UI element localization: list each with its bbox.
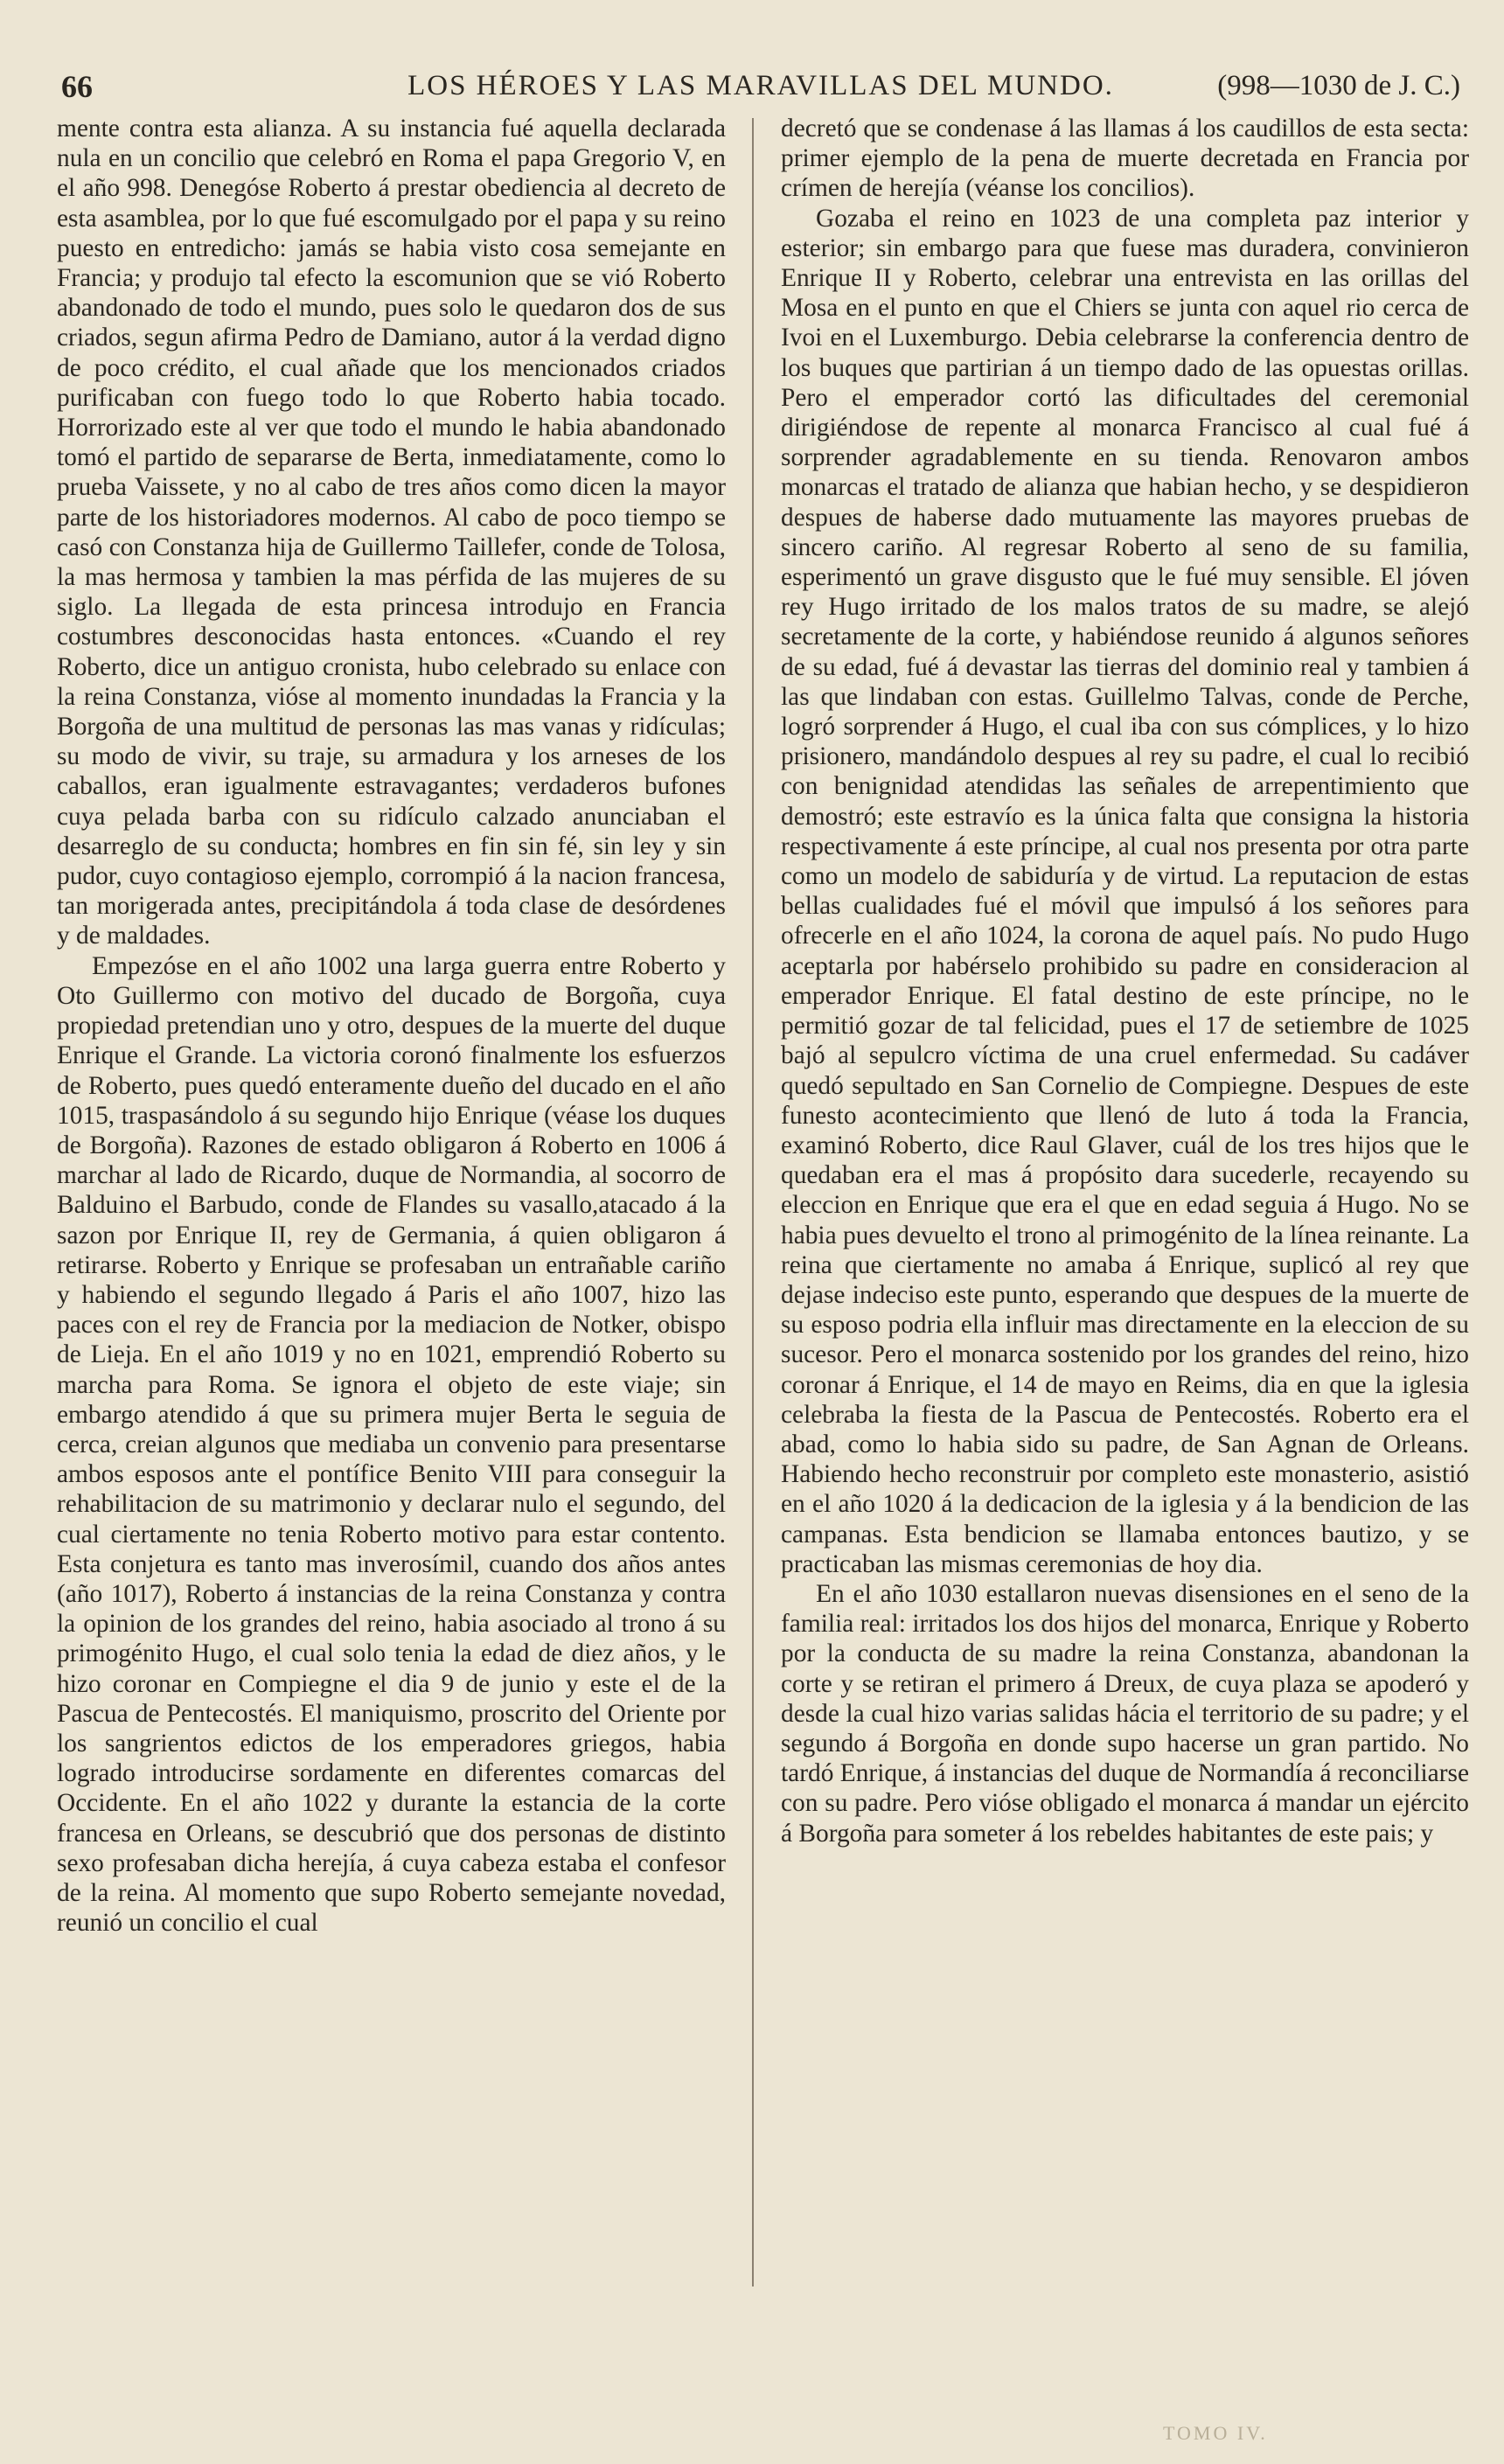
paragraph: decretó que se condenase á las llamas á los caudillos de esta secta: primer ejemplo de la pena de muerte decretada en Francia por crímen de herejía (véanse los concilios). [781,115,1469,203]
right-column [781,114,1469,1848]
paragraph: mente contra esta alianza. A su instancia fué aquella declarada nula en un concilio que celebró en Roma el papa Gregorio V, en el año 998. Denegóse Roberto á prestar obediencia al decreto de esta asamblea, por lo que fué escomulgado por el papa y su reino puesto en entredicho: jamás se habia visto cosa semejante en Francia; y produjo tal efecto la escomunion que se vió Roberto abandonado de todo el mundo, pues solo le quedaron dos de sus criados, segun afirma Pedro de Damiano, autor á la verdad digno de poco crédito, el cual añade que los mencionados criados purificaban con fuego todo lo que Roberto habia tocado. Horrorizado este al ver que todo el mundo le habia abandonado tomó el partido de separarse de Berta, inmediatamente, como lo prueba Vaissete, y no al cabo de tres años como dicen la mayor parte de los historiadores modernos. Al cabo de poco tiempo se casó con Constanza hija de Guillermo Taillefer, conde de Tolosa, la mas hermosa y tambien la mas pérfida de las mujeres de su siglo. La llegada de esta princesa introdujo en Francia costumbres desconocidas hasta entonces. «Cuando el rey Roberto, dice un antiguo cronista, hubo celebrado su enlace con la reina Constanza, vióse al momento inundadas la Francia y la Borgoña de una multitud de personas las mas vanas y ridículas; su modo de vivir, su traje, su armadura y los arneses de los caballos, eran igualmente estravagantes; verdaderos bufones cuya pelada barba con su ridículo calzado anunciaban el desarreglo de su conducta; hombres en fin sin fé, sin ley y sin pudor, cuyo contagioso ejemplo, corrompió á la nacion francesa, tan morigerada antes, precipitándola á toda clase de desórdenes y de maldades. [57,115,726,950]
left-column [57,114,726,1938]
running-title: LOS HÉROES Y LAS MARAVILLAS DEL MUNDO. [407,70,1114,101]
page-header [61,68,1460,112]
paragraph: En el año 1030 estallaron nuevas disensiones en el seno de la familia real: irritados los dos hijos del monarca, Enrique y Roberto por la conducta de su madre la reina Constanza, abandonan la corte y se retiran el primero á Dreux, de cuya plaza se apoderó y desde la cual hizo varias salidas hácia el territorio de su padre; y el segundo á Borgoña en donde supo hacerse un gran partido. No tardó Enrique, á instancias del duque de Normandía á reconciliarse con su padre. Pero vióse obligado el monarca á mandar un ejército á Borgoña para someter á los rebeldes habitantes de este pais; y [781,1579,1469,1848]
page-number: 66 [61,69,93,104]
date-range: (998—1030 de J. C.) [1217,70,1460,101]
paragraph: Gozaba el reino en 1023 de una completa paz interior y esterior; sin embargo para que fuese mas duradera, convinieron Enrique II y Roberto, celebrar una entrevista en las orillas del Mosa en el punto en que el Chiers se junta con aquel rio cerca de Ivoi en el Luxemburgo. Debia celebrarse la conferencia dentro de los buques que partirian á un tiempo dado de las opuestas orillas. Pero el emperador cortó las dificultades del ceremonial dirigiéndose de repente al monarca Francisco al cual fué á sorprender agradablemente en su tienda. Renovaron ambos monarcas el tratado de alianza que habian hecho, y se despidieron despues de haberse dado mutuamente las mayores pruebas de sincero cariño. Al regresar Roberto al seno de su familia, esperimentó un grave disgusto que le fué muy sensible. El jóven rey Hugo irritado de los malos tratos de su madre, se alejó secretamente de la corte, y habiéndose reunido á algunos señores de su edad, fué á devastar las tierras del dominio real y tambien á las que lindaban con estas. Guillelmo Talvas, conde de Perche, logró sorprender á Hugo, el cual iba con sus cómplices, y lo hizo prisionero, mandándolo despues al rey su padre, el cual lo recibió con benignidad atendidas las señales de arrepentimiento que demostró; este estravío es la única falta que consigna la historia respectivamente á este príncipe, al cual nos presenta por otra parte como un modelo de sabiduría y de virtud. La reputacion de estas bellas cualidades fué el móvil que impulsó á los señores para ofrecerle en el año 1024, la corona de aquel país. No pudo Hugo aceptarla por habérselo prohibido su padre en consideracion al emperador Enrique. El fatal destino de este príncipe, no le permitió gozar de tal felicidad, pues el 17 de setiembre de 1025 bajó al sepulcro víctima de una cruel enfermedad. Su cadáver quedó sepultado en San Cornelio de Compiegne. Despues de este funesto acontecimiento que llenó de luto á toda la Francia, examinó Roberto, dice Raul Glaver, cuál de los tres hijos que le quedaban era el mas á propósito dara sucederle, recayendo su eleccion en Enrique que era el que en edad seguia á Hugo. No se habia pues devuelto el trono al primogénito de la línea reinante. La reina que ciertamente no amaba á Enrique, suplicó al rey que dejase indeciso este punto, esperando que despues de la muerte de su esposo podria ella influir mas directamente en la eleccion de su sucesor. Pero el monarca sostenido por los grandes del reino, hizo coronar á Enrique, el 14 de mayo en Reims, dia en que la iglesia celebraba la fiesta de la Pascua de Pentecostés. Roberto era el abad, como lo habia sido su padre, de San Agnan de Orleans. Habiendo hecho reconstruir por completo este monasterio, asistió en el año 1020 á la dedicacion de la iglesia y á la bendicion de las campanas. Esta bendicion se llamaba entonces bautizo, y se practicaban las mismas ceremonias de hoy dia. [781,204,1469,1578]
paragraph: Empezóse en el año 1002 una larga guerra entre Roberto y Oto Guillermo con motivo del ducado de Borgoña, cuya propiedad pretendian uno y otro, despues de la muerte del duque Enrique el Grande. La victoria coronó finalmente los esfuerzos de Roberto, pues quedó enteramente dueño del ducado en el año 1015, traspasándolo á su segundo hijo Enrique (véase los duques de Borgoña). Razones de estado obligaron á Roberto en 1006 á marchar al lado de Ricardo, duque de Normandia, al socorro de Balduino el Barbudo, conde de Flandes su vasallo,atacado á la sazon por Enrique II, rey de Germania, á quien obligaron á retirarse. Roberto y Enrique se profesaban un entrañable cariño y habiendo el segundo llegado á Paris el año 1007, hizo las paces con el rey de Francia por la mediacion de Notker, obispo de Lieja. En el año 1019 y no en 1021, emprendió Roberto su marcha para Roma. Se ignora el objeto de este viaje; sin embargo atendido á que su primera mujer Berta le seguia de cerca, creian algunos que mediaba un convenio para presentarse ambos esposos ante el pontífice Benito VIII para conseguir la rehabilitacion de su matrimonio y declarar nulo el segundo, del cual ciertamente no tenia Roberto motivo para estar contento. Esta conjetura es tanto mas inverosímil, cuando dos años antes (año 1017), Roberto á instancias de la reina Constanza y contra la opinion de los grandes del reino, habia asociado al trono á su primogénito Hugo, el cual solo tenia la edad de diez años, y le hizo coronar en Compiegne el dia 9 de junio y este el de la Pascua de Pentecostés. El maniquismo, proscrito del Oriente por los sangrientos edictos de los emperadores griegos, habia logrado introducirse sordamente en diferentes comarcas del Occidente. En el año 1022 y durante la estancia de la corte francesa en Orleans, se descubrió que dos personas de distinto sexo profesaban dicha herejía, á cuya cabeza estaba el confesor de la reina. Al momento que supo Roberto semejante novedad, reunió un concilio el cual [57,951,726,1938]
column-divider [752,118,754,2287]
footer-mark: TOMO IV. [1163,2422,1268,2444]
